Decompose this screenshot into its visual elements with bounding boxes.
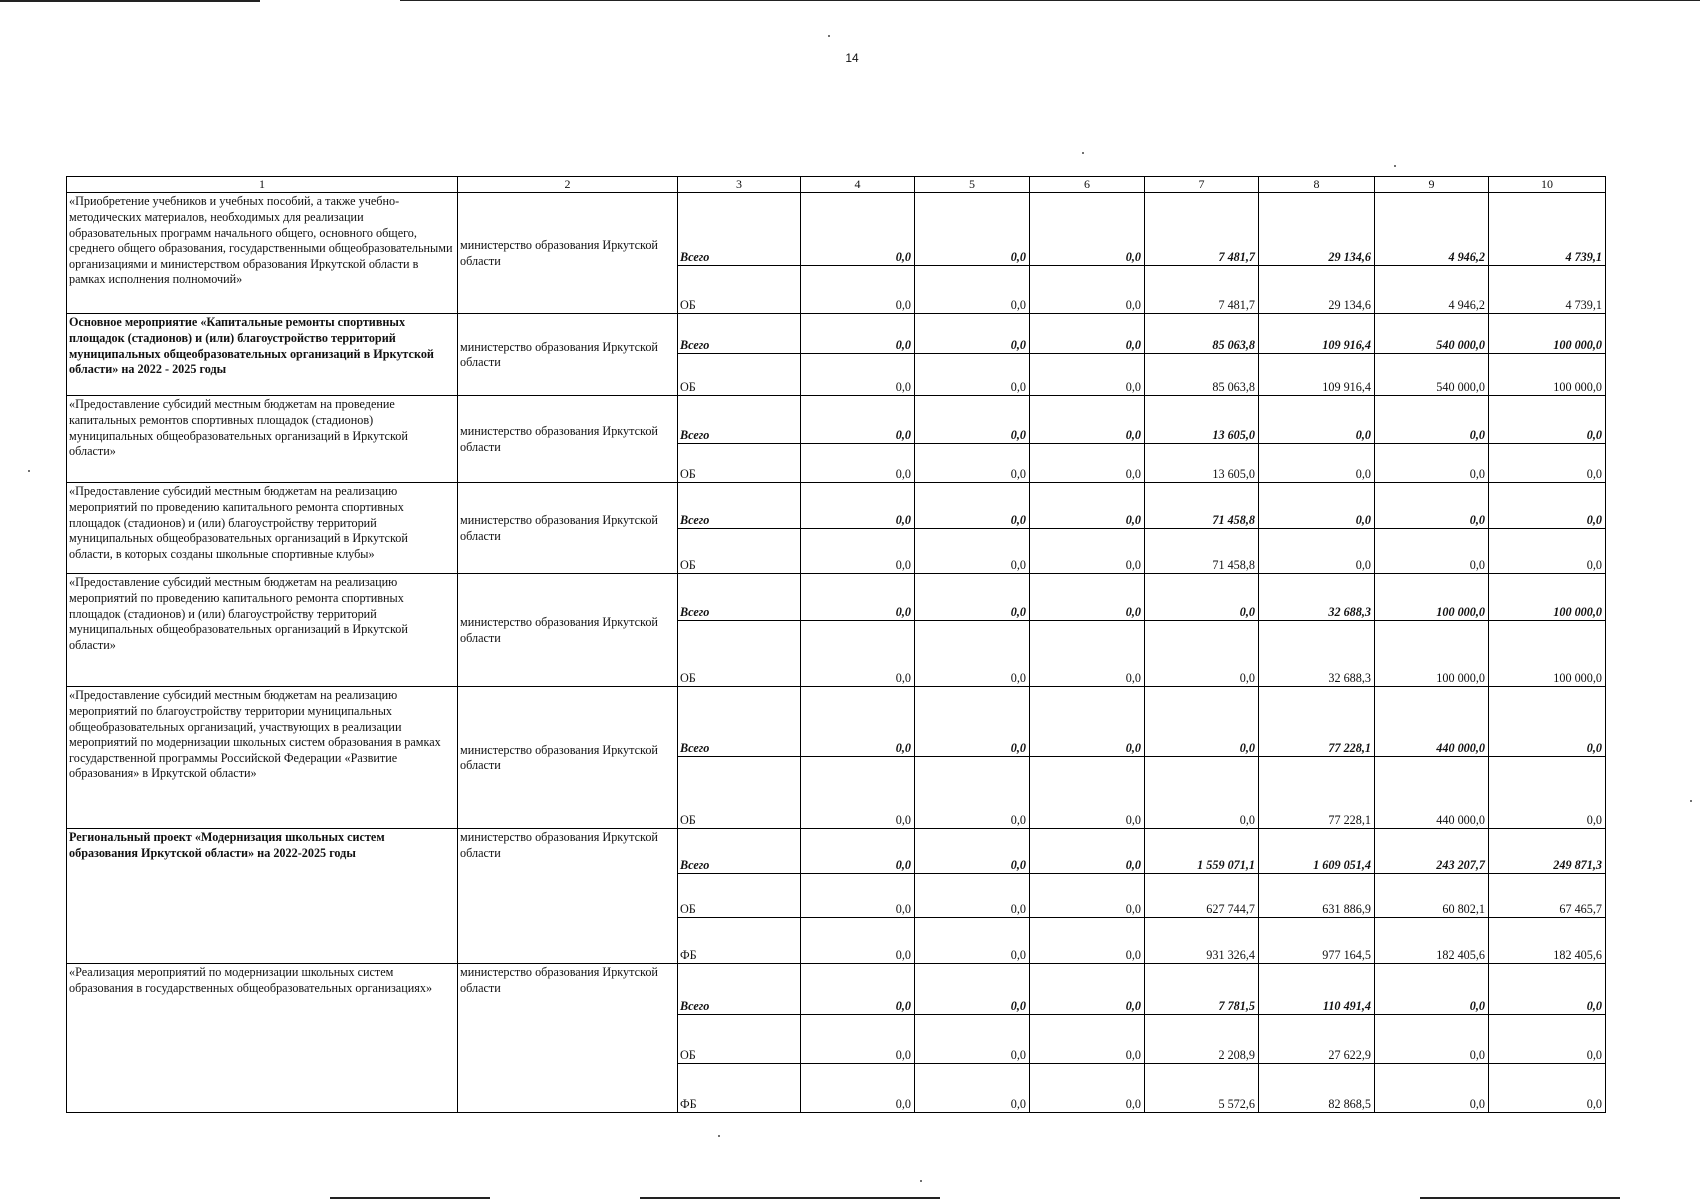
column-header: 5	[915, 177, 1030, 193]
amount-cell: 110 491,4	[1259, 964, 1375, 1015]
executor: министерство образования Иркутской области	[458, 193, 678, 314]
amount-cell: 0,0	[801, 1015, 915, 1064]
amount-cell: 0,0	[1375, 1064, 1489, 1113]
funding-source: Всего	[678, 964, 801, 1015]
funding-source: Всего	[678, 574, 801, 621]
amount-cell: 0,0	[1375, 483, 1489, 529]
table-body	[67, 193, 1606, 1113]
amount-cell: 0,0	[801, 266, 915, 314]
amount-cell: 0,0	[1030, 529, 1145, 574]
executor: министерство образования Иркутской области	[458, 687, 678, 829]
amount-cell: 1 559 071,1	[1145, 829, 1259, 874]
amount-cell: 0,0	[1030, 757, 1145, 829]
amount-cell: 100 000,0	[1489, 314, 1606, 354]
amount-cell: 0,0	[801, 757, 915, 829]
scan-speck	[1690, 800, 1692, 802]
activity-name: «Реализация мероприятий по модернизации школьных систем образования в государственных общеобразовательных организациях»	[67, 964, 458, 1113]
funding-source: ОБ	[678, 529, 801, 574]
amount-cell: 0,0	[1030, 1015, 1145, 1064]
amount-cell: 27 622,9	[1259, 1015, 1375, 1064]
amount-cell: 0,0	[801, 621, 915, 687]
column-header: 10	[1489, 177, 1606, 193]
funding-source: ОБ	[678, 757, 801, 829]
amount-cell: 0,0	[915, 444, 1030, 483]
amount-cell: 0,0	[915, 354, 1030, 396]
column-header: 7	[1145, 177, 1259, 193]
funding-source: Всего	[678, 483, 801, 529]
amount-cell: 0,0	[1259, 529, 1375, 574]
amount-cell: 29 134,6	[1259, 193, 1375, 266]
scan-edge-line	[1420, 1197, 1620, 1199]
amount-cell: 0,0	[915, 757, 1030, 829]
amount-cell: 0,0	[1030, 266, 1145, 314]
amount-cell: 0,0	[1030, 396, 1145, 444]
activity-name: «Предоставление субсидий местным бюджетам на проведение капитальных ремонтов спортивных площадок (стадионов) муниципальных общеобразовательных организаций в Иркутской области»	[67, 396, 458, 483]
amount-cell: 82 868,5	[1259, 1064, 1375, 1113]
amount-cell: 0,0	[1375, 396, 1489, 444]
scan-edge-line	[640, 1197, 940, 1199]
funding-source: ФБ	[678, 918, 801, 964]
amount-cell: 0,0	[1489, 529, 1606, 574]
amount-cell: 931 326,4	[1145, 918, 1259, 964]
amount-cell: 100 000,0	[1489, 574, 1606, 621]
amount-cell: 0,0	[1489, 444, 1606, 483]
funding-source: Всего	[678, 687, 801, 757]
amount-cell: 0,0	[915, 1015, 1030, 1064]
amount-cell: 540 000,0	[1375, 314, 1489, 354]
amount-cell: 0,0	[915, 574, 1030, 621]
amount-cell: 32 688,3	[1259, 621, 1375, 687]
amount-cell: 0,0	[1375, 964, 1489, 1015]
amount-cell: 440 000,0	[1375, 687, 1489, 757]
amount-cell: 182 405,6	[1375, 918, 1489, 964]
amount-cell: 4 739,1	[1489, 193, 1606, 266]
funding-source: ОБ	[678, 874, 801, 918]
table-row	[67, 396, 1606, 444]
amount-cell: 7 781,5	[1145, 964, 1259, 1015]
amount-cell: 0,0	[1145, 687, 1259, 757]
amount-cell: 540 000,0	[1375, 354, 1489, 396]
amount-cell: 0,0	[1375, 529, 1489, 574]
column-header: 9	[1375, 177, 1489, 193]
amount-cell: 5 572,6	[1145, 1064, 1259, 1113]
amount-cell: 32 688,3	[1259, 574, 1375, 621]
activity-name: «Предоставление субсидий местным бюджетам на реализацию мероприятий по проведению капитального ремонта спортивных площадок (стадионов) и (или) благоустройству территорий муниципальных общеобразовательных организаций в Иркутской области»	[67, 574, 458, 687]
amount-cell: 85 063,8	[1145, 314, 1259, 354]
amount-cell: 0,0	[1030, 483, 1145, 529]
amount-cell: 0,0	[801, 396, 915, 444]
amount-cell: 0,0	[1145, 757, 1259, 829]
amount-cell: 0,0	[1489, 396, 1606, 444]
funding-source: ОБ	[678, 354, 801, 396]
amount-cell: 0,0	[1145, 574, 1259, 621]
table-row	[67, 964, 1606, 1015]
amount-cell: 0,0	[1030, 314, 1145, 354]
column-header: 2	[458, 177, 678, 193]
amount-cell: 0,0	[1030, 829, 1145, 874]
amount-cell: 0,0	[801, 483, 915, 529]
amount-cell: 0,0	[1489, 687, 1606, 757]
amount-cell: 0,0	[801, 1064, 915, 1113]
amount-cell: 0,0	[1489, 964, 1606, 1015]
amount-cell: 631 886,9	[1259, 874, 1375, 918]
amount-cell: 0,0	[1375, 444, 1489, 483]
activity-name: Региональный проект «Модернизация школьных систем образования Иркутской области» на 2022-2025 годы	[67, 829, 458, 964]
amount-cell: 627 744,7	[1145, 874, 1259, 918]
amount-cell: 60 802,1	[1375, 874, 1489, 918]
scan-speck	[920, 1180, 922, 1182]
executor: министерство образования Иркутской области	[458, 574, 678, 687]
amount-cell: 0,0	[915, 193, 1030, 266]
amount-cell: 71 458,8	[1145, 483, 1259, 529]
amount-cell: 0,0	[915, 266, 1030, 314]
amount-cell: 0,0	[1030, 621, 1145, 687]
amount-cell: 0,0	[915, 1064, 1030, 1113]
funding-source: ОБ	[678, 266, 801, 314]
amount-cell: 0,0	[1489, 1015, 1606, 1064]
amount-cell: 0,0	[801, 687, 915, 757]
amount-cell: 4 946,2	[1375, 266, 1489, 314]
amount-cell: 0,0	[1259, 483, 1375, 529]
executor: министерство образования Иркутской области	[458, 396, 678, 483]
amount-cell: 0,0	[1489, 757, 1606, 829]
amount-cell: 0,0	[801, 314, 915, 354]
amount-cell: 1 609 051,4	[1259, 829, 1375, 874]
amount-cell: 0,0	[1489, 483, 1606, 529]
amount-cell: 0,0	[1030, 964, 1145, 1015]
table-row	[67, 574, 1606, 621]
table-row	[67, 829, 1606, 874]
scan-speck	[28, 470, 30, 472]
amount-cell: 77 228,1	[1259, 687, 1375, 757]
amount-cell: 0,0	[801, 918, 915, 964]
executor: министерство образования Иркутской области	[458, 829, 678, 964]
amount-cell: 0,0	[915, 483, 1030, 529]
amount-cell: 67 465,7	[1489, 874, 1606, 918]
amount-cell: 0,0	[1030, 444, 1145, 483]
amount-cell: 0,0	[801, 529, 915, 574]
amount-cell: 0,0	[915, 964, 1030, 1015]
amount-cell: 0,0	[801, 574, 915, 621]
funding-source: Всего	[678, 193, 801, 266]
amount-cell: 0,0	[1259, 444, 1375, 483]
amount-cell: 77 228,1	[1259, 757, 1375, 829]
column-header: 4	[801, 177, 915, 193]
funding-source: ОБ	[678, 621, 801, 687]
table-row	[67, 193, 1606, 266]
scan-speck	[718, 1135, 720, 1137]
amount-cell: 0,0	[801, 829, 915, 874]
amount-cell: 7 481,7	[1145, 193, 1259, 266]
amount-cell: 13 605,0	[1145, 444, 1259, 483]
funding-source: ОБ	[678, 444, 801, 483]
amount-cell: 100 000,0	[1375, 621, 1489, 687]
amount-cell: 71 458,8	[1145, 529, 1259, 574]
column-header: 3	[678, 177, 801, 193]
executor: министерство образования Иркутской области	[458, 964, 678, 1113]
amount-cell: 0,0	[1375, 1015, 1489, 1064]
executor: министерство образования Иркутской области	[458, 483, 678, 574]
amount-cell: 0,0	[801, 193, 915, 266]
scan-edge-line	[330, 1197, 490, 1199]
funding-source: Всего	[678, 829, 801, 874]
header-row	[67, 177, 1606, 193]
scan-speck	[1082, 152, 1084, 154]
amount-cell: 4 946,2	[1375, 193, 1489, 266]
amount-cell: 0,0	[1145, 621, 1259, 687]
amount-cell: 2 208,9	[1145, 1015, 1259, 1064]
amount-cell: 0,0	[801, 354, 915, 396]
amount-cell: 0,0	[1030, 354, 1145, 396]
scan-speck	[1394, 165, 1396, 167]
scan-edge-line	[0, 0, 260, 2]
amount-cell: 243 207,7	[1375, 829, 1489, 874]
funding-source: ФБ	[678, 1064, 801, 1113]
table-row	[67, 483, 1606, 529]
amount-cell: 0,0	[801, 964, 915, 1015]
amount-cell: 29 134,6	[1259, 266, 1375, 314]
amount-cell: 100 000,0	[1489, 354, 1606, 396]
amount-cell: 4 739,1	[1489, 266, 1606, 314]
funding-source: Всего	[678, 314, 801, 354]
activity-name: «Предоставление субсидий местным бюджетам на реализацию мероприятий по проведению капитального ремонта спортивных площадок (стадионов) и (или) благоустройству территорий муниципальных общеобразовательных организаций в Иркутской области, в которых созданы школьные спортивные клубы»	[67, 483, 458, 574]
column-header: 1	[67, 177, 458, 193]
scan-speck	[828, 35, 830, 37]
amount-cell: 0,0	[915, 396, 1030, 444]
amount-cell: 249 871,3	[1489, 829, 1606, 874]
page-number: 14	[845, 51, 859, 65]
amount-cell: 0,0	[1030, 574, 1145, 621]
amount-cell: 0,0	[1030, 1064, 1145, 1113]
amount-cell: 0,0	[915, 918, 1030, 964]
scan-edge-line	[400, 0, 1700, 1]
table-row	[67, 314, 1606, 354]
amount-cell: 977 164,5	[1259, 918, 1375, 964]
amount-cell: 182 405,6	[1489, 918, 1606, 964]
amount-cell: 0,0	[1030, 687, 1145, 757]
amount-cell: 0,0	[915, 314, 1030, 354]
amount-cell: 109 916,4	[1259, 354, 1375, 396]
amount-cell: 0,0	[801, 444, 915, 483]
funding-source: Всего	[678, 396, 801, 444]
table-row	[67, 687, 1606, 757]
amount-cell: 13 605,0	[1145, 396, 1259, 444]
amount-cell: 0,0	[915, 829, 1030, 874]
amount-cell: 0,0	[915, 687, 1030, 757]
amount-cell: 100 000,0	[1375, 574, 1489, 621]
activity-name: «Предоставление субсидий местным бюджетам на реализацию мероприятий по благоустройству территории муниципальных общеобразовательных организаций, участвующих в реализации мероприятий по модернизации школьных систем образования в рамках государственной программы Российской Федерации «Развитие образования» в Иркутской области»	[67, 687, 458, 829]
funding-source: ОБ	[678, 1015, 801, 1064]
amount-cell: 0,0	[1030, 193, 1145, 266]
amount-cell: 440 000,0	[1375, 757, 1489, 829]
amount-cell: 0,0	[1259, 396, 1375, 444]
amount-cell: 85 063,8	[1145, 354, 1259, 396]
column-header: 6	[1030, 177, 1145, 193]
amount-cell: 0,0	[915, 621, 1030, 687]
amount-cell: 100 000,0	[1489, 621, 1606, 687]
amount-cell: 0,0	[1030, 918, 1145, 964]
amount-cell: 0,0	[915, 529, 1030, 574]
amount-cell: 0,0	[801, 874, 915, 918]
amount-cell: 7 481,7	[1145, 266, 1259, 314]
amount-cell: 0,0	[915, 874, 1030, 918]
amount-cell: 109 916,4	[1259, 314, 1375, 354]
column-header: 8	[1259, 177, 1375, 193]
amount-cell: 0,0	[1030, 874, 1145, 918]
budget-table	[66, 176, 1606, 1113]
executor: министерство образования Иркутской области	[458, 314, 678, 396]
activity-name: Основное мероприятие «Капитальные ремонты спортивных площадок (стадионов) и (или) благоустройство территорий муниципальных общеобразовательных организаций в Иркутской области» на 2022 - 2025 годы	[67, 314, 458, 396]
activity-name: «Приобретение учебников и учебных пособий, а также учебно-методических материалов, необходимых для реализации образовательных программ начального общего, основного общего, среднего общего образования, государственными общеобразовательными организациями и министерством образования Иркутской области в рамках исполнения полномочий»	[67, 193, 458, 314]
amount-cell: 0,0	[1489, 1064, 1606, 1113]
